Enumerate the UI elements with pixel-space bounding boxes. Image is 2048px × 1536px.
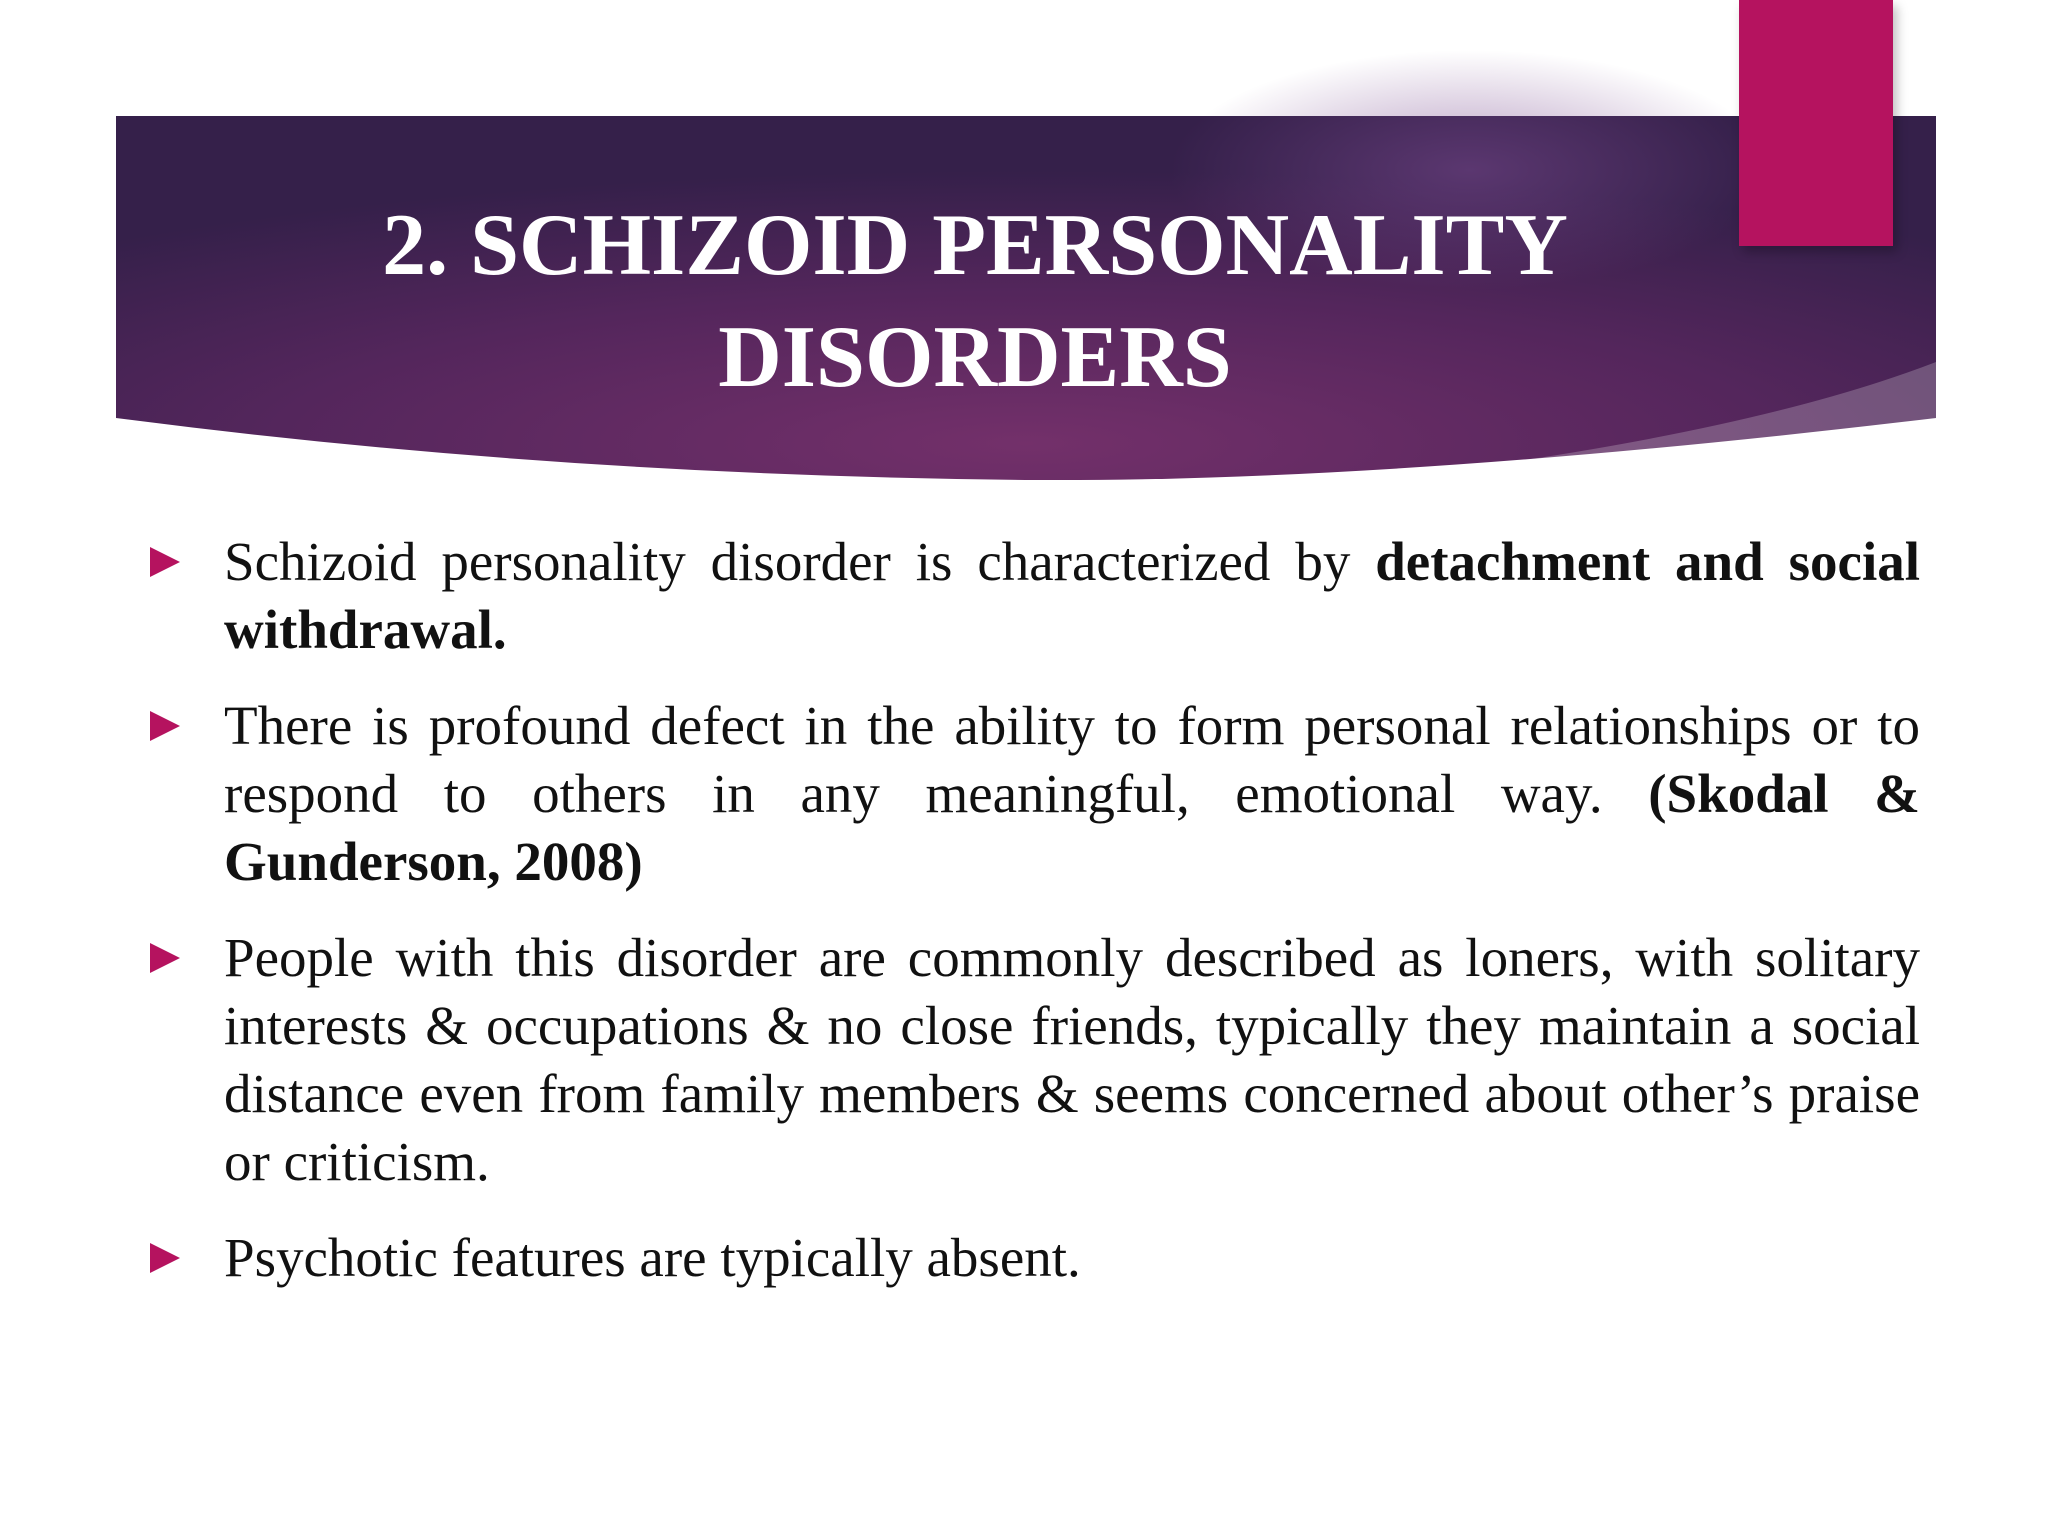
- title-line-2: DISORDERS: [718, 309, 1232, 406]
- bullet-item: [148, 528, 1920, 664]
- title-line-1: 2. SCHIZOID PERSONALITY: [382, 197, 1568, 294]
- triangle-bullet-icon: [148, 924, 224, 992]
- bullet-text: [224, 1224, 1920, 1292]
- accent-tab: [1739, 0, 1893, 246]
- bullet-list: [148, 528, 1920, 1320]
- bullet-text-bold: (Skodal & Gunderson, 2008): [224, 763, 1920, 892]
- bullet-text: [224, 528, 1920, 664]
- slide-title: [260, 190, 1690, 414]
- bullet-text-regular: Psychotic features are typically absent.: [224, 1227, 1081, 1288]
- bullet-text-bold: detachment and social withdrawal.: [224, 531, 1921, 660]
- bullet-item: [148, 1224, 1920, 1292]
- bullet-text-regular: Schizoid personality disorder is characterized by: [224, 531, 1376, 592]
- bullet-text-regular: There is profound defect in the ability to form personal relationships or to respond to others in any meaningful, emotional way.: [224, 695, 1920, 824]
- bullet-text: [224, 692, 1920, 896]
- bullet-text: [224, 924, 1920, 1196]
- bullet-item: [148, 692, 1920, 896]
- triangle-bullet-icon: [148, 692, 224, 760]
- bullet-item: [148, 924, 1920, 1196]
- triangle-bullet-icon: [148, 1224, 224, 1292]
- bullet-text-regular: People with this disorder are commonly described as loners, with solitary interests & occupations & no close friends, typically they maintain a social distance even from family members & seems concerned about other’s praise or criticism.: [224, 927, 1920, 1192]
- triangle-bullet-icon: [148, 528, 224, 596]
